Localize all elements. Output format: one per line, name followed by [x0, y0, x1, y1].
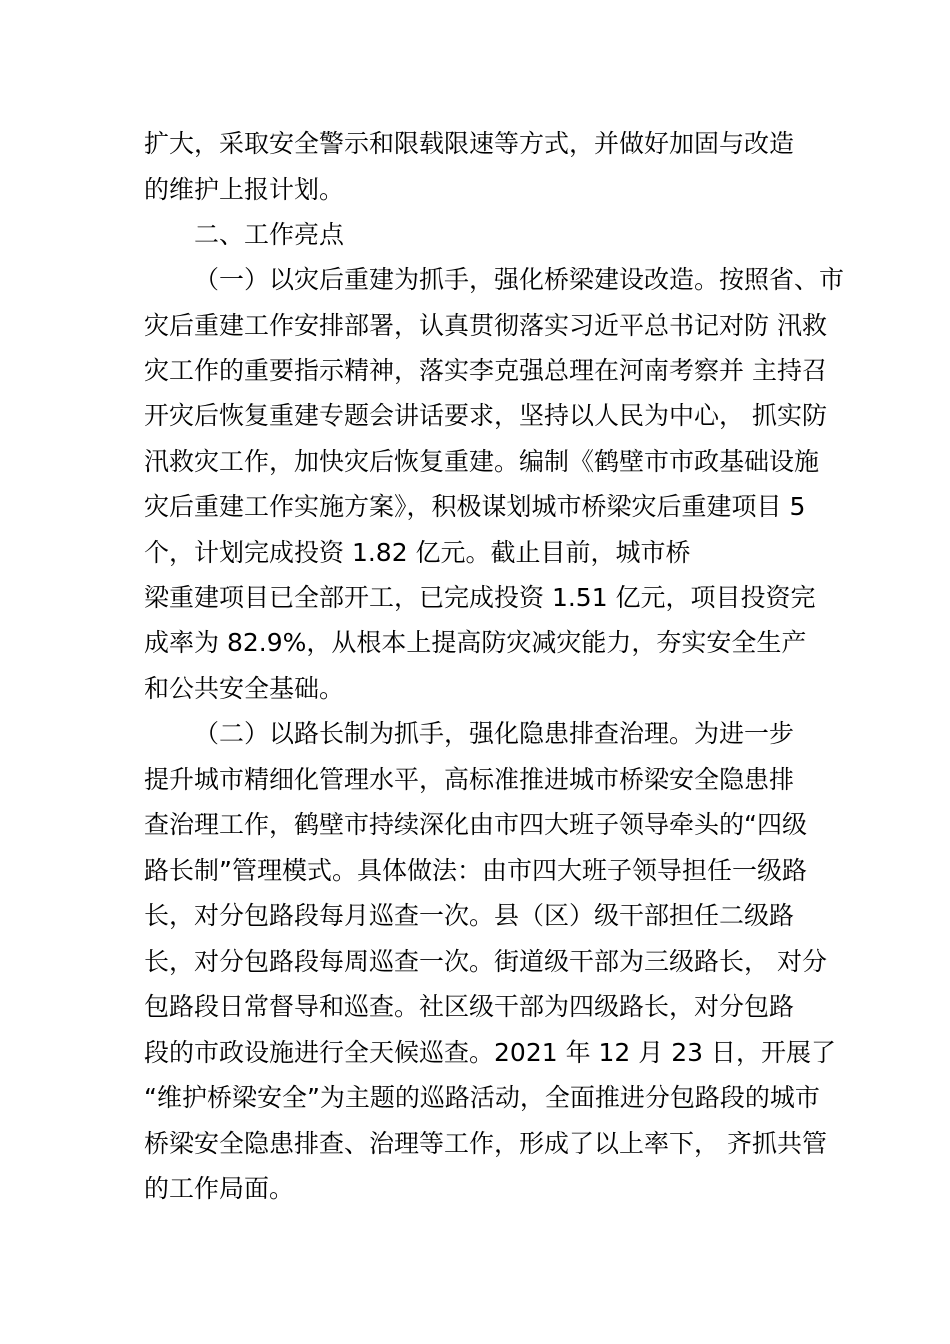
text-line-15: 提升城市精细化管理水平，高标准推进城市桥梁安全隐患排 [144, 765, 795, 794]
section-heading-highlights: 二、工作亮点 [194, 220, 345, 249]
text-line-22: “维护桥梁安全”为主题的巡路活动，全面推进分包路段的城市 [144, 1083, 820, 1112]
text-line-12: 成率为 82.9%，从根本上提高防灾减灾能力，夯实安全生产 [144, 628, 807, 657]
text-line-8: 汛救灾工作，加快灾后恢复重建。编制《鹤壁市市政基础设施 [144, 447, 820, 476]
text-line-7: 开灾后恢复重建专题会讲话要求，坚持以人民为中心， 抓实防 [144, 401, 827, 430]
text-line-20: 包路段日常督导和巡查。社区级干部为四级路长，对分包路 [144, 992, 795, 1021]
text-line-14: （二）以路长制为抓手，强化隐患排查治理。为进一步 [194, 719, 795, 748]
text-line-10: 个，计划完成投资 1.82 亿元。截止目前，城市桥 [144, 538, 691, 567]
text-line-11: 梁重建项目已全部开工，已完成投资 1.51 亿元，项目投资完 [144, 583, 816, 612]
text-line-2: 的维护上报计划。 [144, 175, 345, 204]
text-line-23: 桥梁安全隐患排查、治理等工作，形成了以上率下， 齐抓共管 [144, 1129, 827, 1158]
text-line-4: （一）以灾后重建为抓手，强化桥梁建设改造。按照省、市 [194, 265, 845, 294]
text-line-19: 长，对分包路段每周巡查一次。街道级干部为三级路长， 对分 [144, 947, 827, 976]
text-line-18: 长，对分包路段每月巡查一次。县（区）级干部担任二级路 [144, 901, 795, 930]
text-line-21: 段的市政设施进行全天候巡查。2021 年 12 月 23 日，开展了 [144, 1038, 836, 1067]
text-line-13: 和公共安全基础。 [144, 674, 345, 703]
text-line-24: 的工作局面。 [144, 1174, 295, 1203]
text-line-5: 灾后重建工作安排部署，认真贯彻落实习近平总书记对防 汛救 [144, 311, 827, 340]
text-line-9: 灾后重建工作实施方案》，积极谋划城市桥梁灾后重建项目 5 [144, 492, 806, 521]
text-line-17: 路长制”管理模式。具体做法：由市四大班子领导担任一级路 [144, 856, 807, 885]
text-line-6: 灾工作的重要指示精神，落实李克强总理在河南考察并 主持召 [144, 356, 827, 385]
text-line-16: 查治理工作，鹤壁市持续深化由市四大班子领导牵头的“四级 [144, 810, 807, 839]
text-line-1: 扩大，采取安全警示和限载限速等方式，并做好加固与改造 [144, 129, 795, 158]
